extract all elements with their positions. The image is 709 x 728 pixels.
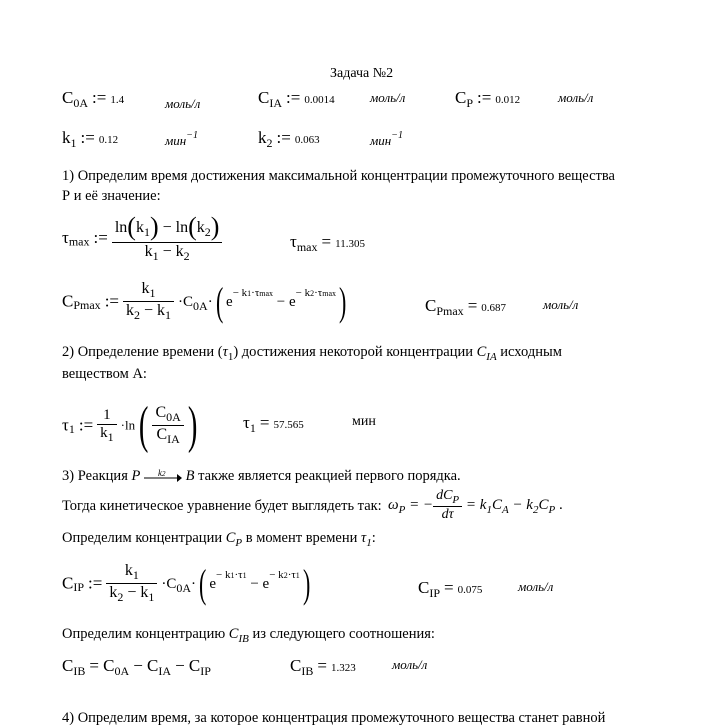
formula-cpmax: $C_{Pmax}$ := $\frac{k_1}{k_2 - k_1}$ $\cdot C_{0A}\cdot$( $e^{- k1\cdot\tau max} - e^{- k2\cdot\tau max}$) xyxy=(62,279,347,324)
var-cp: $C_P$ := 0.012 xyxy=(455,88,521,110)
unit-c0a: моль/л xyxy=(165,96,201,111)
section2-text-1: 2) Определение времени $(\tau_1)$ достижения некоторой концентрации $C_{IA}$ исходным xyxy=(62,344,562,363)
unit-cp: моль/л xyxy=(558,90,594,105)
reaction-arrow: k2 xyxy=(144,472,182,482)
section3-text-3: Определим концентрации $C_P$ в момент времени $\tau_1$: xyxy=(62,530,376,549)
section3-text-2: Тогда кинетическое уравнение будет выглядеть так: xyxy=(62,498,382,514)
unit-cib: моль/л xyxy=(392,657,428,672)
unit-cip: моль/л xyxy=(518,579,554,594)
unit-k2: мин$^{-1}$ xyxy=(370,130,403,148)
result-cib: $C_{IB} = 1.323$ xyxy=(290,656,356,678)
formula-cip: $C_{IP}$ := $\frac{k_1}{k_2 - k_1}$ $\cdot C_{0A}\cdot$( $e^{- k1\cdot\tau 1} - e^{- k2\cdot\tau 1}$) xyxy=(62,561,311,606)
unit-k1: мин$^{-1}$ xyxy=(165,130,198,148)
formula-tau-max: $\tau_{max}$ := $\frac{\ln(k_1) - \ln(k_2)}{k_1 - k_2}$ xyxy=(62,212,222,264)
section1-text-1: 1) Определим время достижения максимальной концентрации промежуточного вещества xyxy=(62,168,615,184)
result-tau-max: $\tau_{max} = 11.305$ xyxy=(290,232,365,254)
var-c0a: $C_{0A}$ := 1.4 xyxy=(62,88,125,110)
page-title: Задача №2 xyxy=(330,66,394,81)
unit-tau1: мин xyxy=(352,414,376,429)
var-k2: $k_2$ := 0.063 xyxy=(258,128,320,150)
section3-text-4: Определим концентрацию $C_{IB}$ из следующего соотношения: xyxy=(62,626,435,645)
kinetic-equation: $\omega_P$ = − $\frac{dC_P}{d\tau}$ = $k_1C_A - k_2C_P$ . xyxy=(388,488,563,522)
result-cpmax: $C_{Pmax} = 0.687$ xyxy=(425,296,507,318)
section4-text: 4) Определим время, за которое концентрация промежуточного вещества станет равной xyxy=(62,710,606,726)
unit-cpmax: моль/л xyxy=(543,297,579,312)
section3-text-1: 3) Реакция P k2 B также является реакцией первого порядка. xyxy=(62,467,461,484)
result-cip: $C_{IP} = 0.075$ xyxy=(418,578,483,600)
var-k1: $k_1$ := 0.12 xyxy=(62,128,119,150)
var-cia: $C_{IA}$ := 0.0014 xyxy=(258,88,335,110)
formula-cib: $C_{IB} = C_{0A} - C_{IA} - C_{IP}$ xyxy=(62,656,211,678)
unit-cia: моль/л xyxy=(370,90,406,105)
formula-tau1: $\tau_1$ := $\frac{1}{k_1}$ ·ln( $\frac{C_{0A}}{C_{IA}}$ ) xyxy=(62,397,198,454)
section2-text-2: веществом А: xyxy=(62,366,147,382)
section1-text-2: Р и её значение: xyxy=(62,188,161,204)
result-tau1: $\tau_1 = 57.565$ xyxy=(243,413,304,435)
